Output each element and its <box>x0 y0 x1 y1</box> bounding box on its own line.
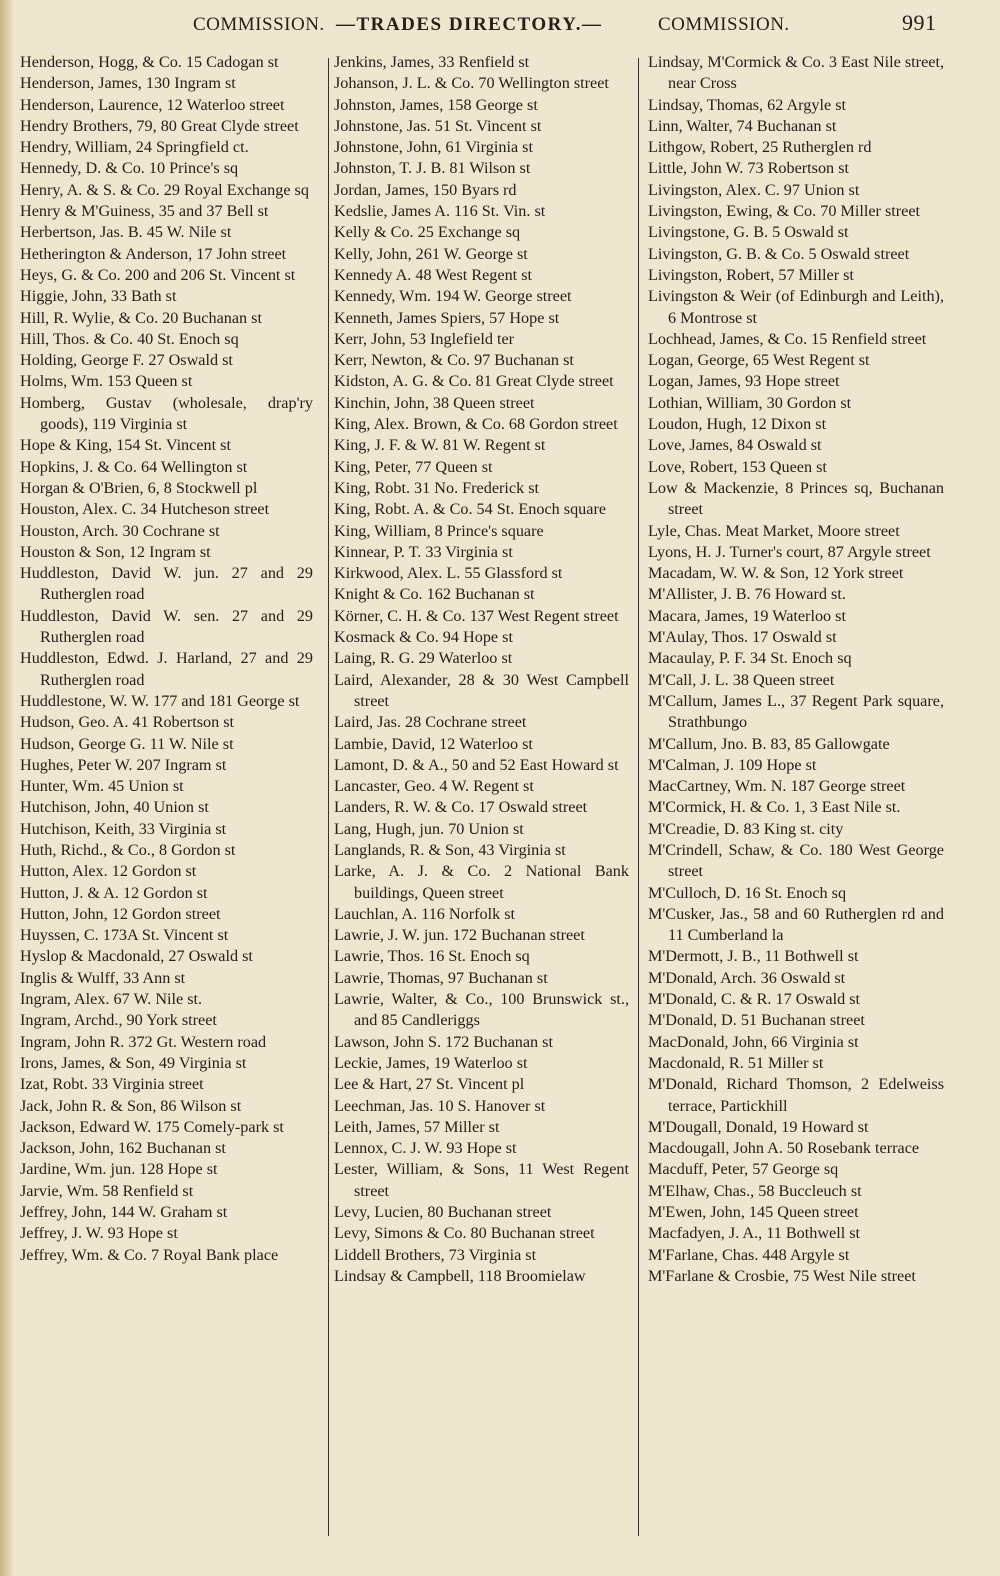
directory-entry: Lennox, C. J. W. 93 Hope st <box>334 1139 517 1158</box>
directory-entry: Jackson, Edward W. 175 Comely-park st <box>20 1117 284 1136</box>
directory-entry: Liddell Brothers, 73 Virginia st <box>334 1245 537 1264</box>
header-section-left: COMMISSION. <box>193 14 325 35</box>
directory-entry: Houston & Son, 12 Ingram st <box>20 542 211 561</box>
directory-entry: Hennedy, D. & Co. 10 Prince's sq <box>20 159 239 178</box>
directory-entry: King, William, 8 Prince's square <box>334 521 544 540</box>
directory-entry: Lang, Hugh, jun. 70 Union st <box>334 819 524 838</box>
directory-entry: Kennedy A. 48 West Regent st <box>334 265 533 284</box>
directory-entry: M'Cormick, H. & Co. 1, 3 East Nile st. <box>648 798 901 817</box>
directory-entry: Hughes, Peter W. 207 Ingram st <box>20 755 227 774</box>
directory-entry: Huddleston, David W. sen. 27 and 29 Rutherglen road <box>20 606 313 647</box>
directory-entry: Kinchin, John, 38 Queen street <box>334 393 535 412</box>
directory-entry: Huyssen, C. 173A St. Vincent st <box>20 926 229 945</box>
directory-entry: M'Ewen, John, 145 Queen street <box>648 1203 859 1222</box>
directory-entry: Jeffrey, Wm. & Co. 7 Royal Bank place <box>20 1245 279 1264</box>
directory-entry: M'Donald, Richard Thomson, 2 Edelweiss terrace, Partickhill <box>648 1075 944 1115</box>
directory-entry: M'Aulay, Thos. 17 Oswald st <box>648 628 837 647</box>
directory-entry: Little, John W. 73 Robertson st <box>648 159 849 178</box>
directory-entry: Hyslop & Macdonald, 27 Oswald st <box>20 947 253 966</box>
directory-entry: Henderson, James, 130 Ingram st <box>20 74 236 93</box>
directory-entry: Loudon, Hugh, 12 Dixon st <box>648 415 827 434</box>
directory-entry: Kerr, John, 53 Inglefield ter <box>334 329 515 348</box>
directory-entry: Laird, Alexander, 28 & 30 West Campbell street <box>334 670 629 710</box>
directory-entry: Ingram, Alex. 67 W. Nile st. <box>20 990 203 1009</box>
directory-entry: Houston, Arch. 30 Cochrane st <box>20 521 220 540</box>
header-section-right: COMMISSION. <box>658 14 790 35</box>
directory-entry: Landers, R. W. & Co. 17 Oswald street <box>334 798 588 817</box>
directory-entry: Holding, George F. 27 Oswald st <box>20 351 233 370</box>
directory-entry: Laird, Jas. 28 Cochrane street <box>334 713 527 732</box>
directory-entry: Larke, A. J. & Co. 2 National Bank buildings, Queen street <box>334 862 629 902</box>
directory-entry: Hunter, Wm. 45 Union st <box>20 777 184 796</box>
directory-entry: Johanson, J. L. & Co. 70 Wellington street <box>334 74 609 93</box>
directory-entry: M'Crindell, Schaw, & Co. 180 West George street <box>648 840 944 881</box>
directory-entry: Lothian, William, 30 Gordon st <box>648 393 852 412</box>
directory-entry: Lyons, H. J. Turner's court, 87 Argyle street <box>648 542 931 561</box>
directory-entry: Knight & Co. 162 Buchanan st <box>334 585 535 604</box>
directory-entry: Johnstone, Jas. 51 St. Vincent st <box>334 116 542 135</box>
directory-entry: King, Peter, 77 Queen st <box>334 457 493 476</box>
directory-entry: M'Culloch, D. 16 St. Enoch sq <box>648 883 847 902</box>
directory-entry: King, Robt. 31 No. Frederick st <box>334 478 540 497</box>
directory-entry: Hendry Brothers, 79, 80 Great Clyde street <box>20 116 299 135</box>
directory-entry: Lawrie, J. W. jun. 172 Buchanan street <box>334 926 585 945</box>
directory-entry: Johnston, James, 158 George st <box>334 95 538 114</box>
directory-entry: M'Donald, C. & R. 17 Oswald st <box>648 990 861 1009</box>
directory-entry: Kerr, Newton, & Co. 97 Buchanan st <box>334 351 574 370</box>
directory-entry: Macdougall, John A. 50 Rosebank terrace <box>648 1139 920 1158</box>
directory-entry: Langlands, R. & Son, 43 Virginia st <box>334 840 566 859</box>
page-number: 991 <box>902 10 937 35</box>
directory-entry: Kosmack & Co. 94 Hope st <box>334 628 513 647</box>
directory-entry: Leechman, Jas. 10 S. Hanover st <box>334 1096 546 1115</box>
directory-entry: Kenneth, James Spiers, 57 Hope st <box>334 308 560 327</box>
directory-entry: Macdonald, R. 51 Miller st <box>648 1053 824 1072</box>
directory-entry: King, Robt. A. & Co. 54 St. Enoch square <box>334 500 607 519</box>
directory-entry: M'Farlane, Chas. 448 Argyle st <box>648 1245 850 1264</box>
directory-entry: M'Donald, D. 51 Buchanan street <box>648 1011 865 1030</box>
column-divider <box>328 58 329 1536</box>
directory-entry: Lindsay, Thomas, 62 Argyle st <box>648 95 846 114</box>
directory-entry: Johnston, T. J. B. 81 Wilson st <box>334 159 531 178</box>
directory-entry: Kelly, John, 261 W. George st <box>334 244 528 263</box>
directory-entry: M'Callum, James L., 37 Regent Park square, Strathbungo <box>648 691 944 732</box>
directory-entry: Horgan & O'Brien, 6, 8 Stockwell pl <box>20 478 258 497</box>
directory-entry: Logan, George, 65 West Regent st <box>648 351 870 370</box>
directory-entry: Hetherington & Anderson, 17 John street <box>20 244 287 263</box>
directory-entry: Lindsay & Campbell, 118 Broomielaw <box>334 1266 586 1285</box>
directory-entry: Lamont, D. & A., 50 and 52 East Howard st <box>334 755 619 774</box>
directory-entry: King, Alex. Brown, & Co. 68 Gordon street <box>334 415 618 434</box>
directory-entry: Jordan, James, 150 Byars rd <box>334 180 517 199</box>
directory-entry: Herbertson, Jas. B. 45 W. Nile st <box>20 223 232 242</box>
directory-entry: Hudson, Geo. A. 41 Robertson st <box>20 713 235 732</box>
directory-entry: Lithgow, Robert, 25 Rutherglen rd <box>648 138 872 157</box>
directory-entry: Livingston, Alex. C. 97 Union st <box>648 180 860 199</box>
directory-entry: Henderson, Hogg, & Co. 15 Cadogan st <box>20 53 279 71</box>
directory-entry: Ingram, John R. 372 Gt. Western road <box>20 1032 267 1051</box>
directory-column-3 <box>648 52 944 1552</box>
directory-column-1 <box>20 52 313 1552</box>
directory-entry: Livingston, G. B. & Co. 5 Oswald street <box>648 244 910 263</box>
directory-entry: Leckie, James, 19 Waterloo st <box>334 1053 528 1072</box>
directory-entry: Irons, James, & Son, 49 Virginia st <box>20 1053 247 1072</box>
directory-entry: Lancaster, Geo. 4 W. Regent st <box>334 777 534 796</box>
directory-entry: Hope & King, 154 St. Vincent st <box>20 436 231 455</box>
directory-entry: M'Donald, Arch. 36 Oswald st <box>648 968 846 987</box>
directory-entry: Linn, Walter, 74 Buchanan st <box>648 116 837 135</box>
directory-entry: M'Calman, J. 109 Hope st <box>648 755 817 774</box>
directory-entry: Lindsay, M'Cormick & Co. 3 East Nile street, near Cross <box>648 53 944 93</box>
directory-entry: Hopkins, J. & Co. 64 Wellington st <box>20 457 248 476</box>
directory-entry: Macara, James, 19 Waterloo st <box>648 606 846 625</box>
directory-entry: MacDonald, John, 66 Virginia st <box>648 1032 859 1051</box>
directory-entry: Love, Robert, 153 Queen st <box>648 457 827 476</box>
directory-entry: Huddleston, Edwd. J. Harland, 27 and 29 Rutherglen road <box>20 649 313 689</box>
directory-entry: Huddlestone, W. W. 177 and 181 George st <box>20 691 300 710</box>
directory-entry: Henry, A. & S. & Co. 29 Royal Exchange sq <box>20 180 309 199</box>
header-title: —TRADES DIRECTORY.— <box>336 14 603 35</box>
directory-entry: Kidston, A. G. & Co. 81 Great Clyde street <box>334 372 614 391</box>
directory-entry: M'Farlane & Crosbie, 75 West Nile street <box>648 1266 916 1285</box>
directory-entry: Hill, R. Wylie, & Co. 20 Buchanan st <box>20 308 262 327</box>
directory-entry: Jenkins, James, 33 Renfield st <box>334 53 530 71</box>
directory-entry: Lawrie, Thos. 16 St. Enoch sq <box>334 947 530 966</box>
directory-entry: Jeffrey, John, 144 W. Graham st <box>20 1203 228 1222</box>
directory-entry: M'Cusker, Jas., 58 and 60 Rutherglen rd and 11 Cumberland la <box>648 904 944 945</box>
directory-entry: Laing, R. G. 29 Waterloo st <box>334 649 513 668</box>
directory-entry: Jarvie, Wm. 58 Renfield st <box>20 1181 194 1200</box>
directory-entry: King, J. F. & W. 81 W. Regent st <box>334 436 546 455</box>
directory-entry: Levy, Simons & Co. 80 Buchanan street <box>334 1224 595 1243</box>
directory-entry: Hutton, Alex. 12 Gordon st <box>20 862 197 881</box>
directory-entry: Henderson, Laurence, 12 Waterloo street <box>20 95 285 114</box>
directory-entry: Livingston, Ewing, & Co. 70 Miller street <box>648 202 921 221</box>
directory-entry: Huth, Richd., & Co., 8 Gordon st <box>20 840 236 859</box>
directory-entry: Jardine, Wm. jun. 128 Hope st <box>20 1160 218 1179</box>
directory-entry: Hill, Thos. & Co. 40 St. Enoch sq <box>20 329 239 348</box>
directory-entry: Livingston & Weir (of Edinburgh and Leith), 6 Montrose st <box>648 287 944 327</box>
directory-entry: M'Callum, Jno. B. 83, 85 Gallowgate <box>648 734 890 753</box>
directory-entry: M'Dougall, Donald, 19 Howard st <box>648 1117 869 1136</box>
directory-entry: M'Call, J. L. 38 Queen street <box>648 670 835 689</box>
directory-entry: Ingram, Archd., 90 York street <box>20 1011 217 1030</box>
directory-entry: M'Creadie, D. 83 King st. city <box>648 819 844 838</box>
directory-entry: Hendry, William, 24 Springfield ct. <box>20 138 249 157</box>
directory-entry: Izat, Robt. 33 Virginia street <box>20 1075 204 1094</box>
directory-columns <box>18 52 948 1562</box>
directory-entry: Hutchison, John, 40 Union st <box>20 798 209 817</box>
directory-entry: Lauchlan, A. 116 Norfolk st <box>334 904 516 923</box>
directory-entry: Lester, William, & Sons, 11 West Regent street <box>334 1160 629 1200</box>
directory-entry: Kelly & Co. 25 Exchange sq <box>334 223 521 242</box>
directory-entry: Low & Mackenzie, 8 Princes sq, Buchanan street <box>648 478 944 519</box>
directory-entry: Hudson, George G. 11 W. Nile st <box>20 734 234 753</box>
directory-entry: Macadam, W. W. & Son, 12 York street <box>648 564 904 583</box>
directory-entry: Kedslie, James A. 116 St. Vin. st <box>334 202 546 221</box>
directory-entry: MacCartney, Wm. N. 187 George street <box>648 777 906 796</box>
directory-entry: Jack, John R. & Son, 86 Wilson st <box>20 1096 242 1115</box>
directory-entry: Livingstone, G. B. 5 Oswald st <box>648 223 849 242</box>
directory-entry: Lawrie, Thomas, 97 Buchanan st <box>334 968 548 987</box>
running-header <box>18 6 968 44</box>
directory-entry: M'Dermott, J. B., 11 Bothwell st <box>648 947 859 966</box>
directory-entry: Kinnear, P. T. 33 Virginia st <box>334 542 513 561</box>
directory-entry: Houston, Alex. C. 34 Hutcheson street <box>20 500 270 519</box>
directory-entry: Henry & M'Guiness, 35 and 37 Bell st <box>20 202 269 221</box>
directory-entry: M'Elhaw, Chas., 58 Buccleuch st <box>648 1181 862 1200</box>
directory-entry: Huddleston, David W. jun. 27 and 29 Rutherglen road <box>20 564 313 604</box>
directory-column-2 <box>334 52 629 1552</box>
directory-entry: Inglis & Wulff, 33 Ann st <box>20 968 186 987</box>
directory-entry: Körner, C. H. & Co. 137 West Regent street <box>334 606 619 625</box>
directory-entry: M'Allister, J. B. 76 Howard st. <box>648 585 846 604</box>
directory-entry: Heys, G. & Co. 200 and 206 St. Vincent st <box>20 265 296 284</box>
directory-entry: Lawrie, Walter, & Co., 100 Brunswick st., and 85 Candleriggs <box>334 990 629 1030</box>
directory-entry: Leith, James, 57 Miller st <box>334 1117 500 1136</box>
directory-entry: Lee & Hart, 27 St. Vincent pl <box>334 1075 525 1094</box>
directory-entry: Johnstone, John, 61 Virginia st <box>334 138 533 157</box>
directory-entry: Jackson, John, 162 Buchanan st <box>20 1139 226 1158</box>
directory-entry: Homberg, Gustav (wholesale, drap'ry goods), 119 Virginia st <box>20 393 313 434</box>
directory-entry: Macaulay, P. F. 34 St. Enoch sq <box>648 649 852 668</box>
directory-entry: Logan, James, 93 Hope street <box>648 372 840 391</box>
directory-entry: Love, James, 84 Oswald st <box>648 436 822 455</box>
directory-entry: Hutchison, Keith, 33 Virginia st <box>20 819 227 838</box>
directory-entry: Levy, Lucien, 80 Buchanan street <box>334 1203 552 1222</box>
directory-entry: Macfadyen, J. A., 11 Bothwell st <box>648 1224 861 1243</box>
directory-entry: Macduff, Peter, 57 George sq <box>648 1160 839 1179</box>
directory-entry: Livingston, Robert, 57 Miller st <box>648 265 854 284</box>
directory-entry: Lyle, Chas. Meat Market, Moore street <box>648 521 900 540</box>
page-binding-shadow <box>0 0 14 1576</box>
directory-entry: Kirkwood, Alex. L. 55 Glassford st <box>334 564 563 583</box>
directory-entry: Lawson, John S. 172 Buchanan st <box>334 1032 553 1051</box>
directory-entry: Holms, Wm. 153 Queen st <box>20 372 193 391</box>
directory-entry: Jeffrey, J. W. 93 Hope st <box>20 1224 178 1243</box>
column-divider <box>638 58 639 1536</box>
directory-entry: Hutton, John, 12 Gordon street <box>20 904 221 923</box>
directory-entry: Lochhead, James, & Co. 15 Renfield street <box>648 329 927 348</box>
directory-entry: Hutton, J. & A. 12 Gordon st <box>20 883 208 902</box>
directory-entry: Higgie, John, 33 Bath st <box>20 287 177 306</box>
directory-entry: Lambie, David, 12 Waterloo st <box>334 734 533 753</box>
directory-entry: Kennedy, Wm. 194 W. George street <box>334 287 572 306</box>
